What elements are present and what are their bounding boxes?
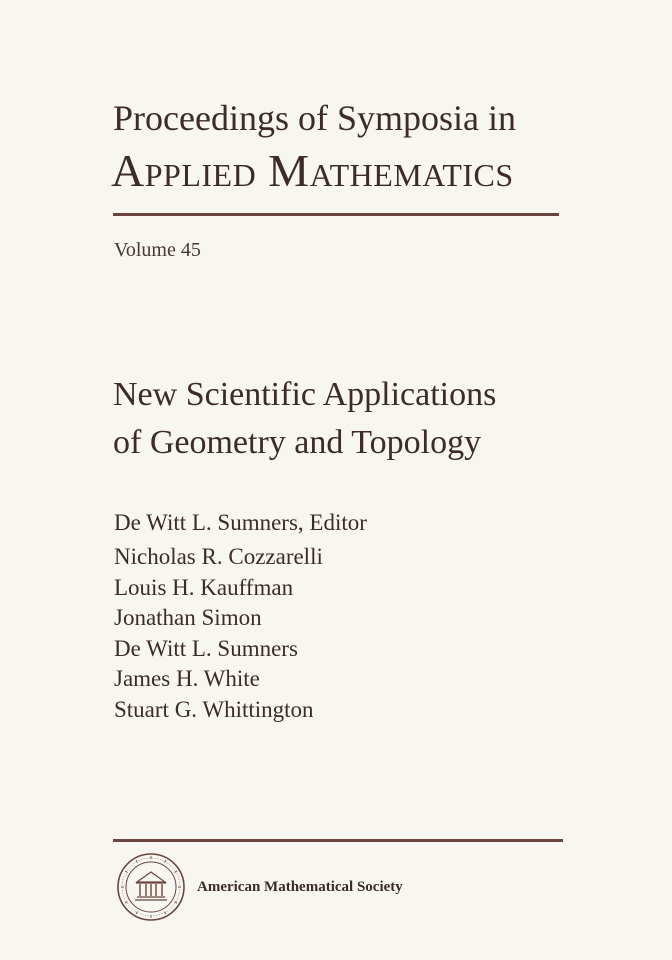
ams-seal-icon <box>116 852 186 922</box>
book-title-line2: of Geometry and Topology <box>113 424 482 461</box>
editor-credit: De Witt L. Sumners, Editor <box>114 510 367 535</box>
author-item: Jonathan Simon <box>114 605 262 630</box>
series-title-line1: Proceedings of Symposia in <box>113 98 516 138</box>
author-item: Stuart G. Whittington <box>114 696 314 722</box>
volume-number: Volume 45 <box>114 239 201 261</box>
author-item: Nicholas R. Cozzarelli <box>114 544 323 569</box>
publisher-name: American Mathematical Society <box>197 879 403 895</box>
author-item: De Witt L. Sumners <box>114 635 298 661</box>
book-title <box>113 371 496 467</box>
series-title-line2: Applied Mathematics <box>111 145 514 196</box>
book-title-line1: New Scientific Applications <box>113 376 497 413</box>
author-item: James H. White <box>114 666 260 691</box>
author-item: Louis H. Kauffman <box>114 574 294 600</box>
author-list <box>114 542 323 725</box>
top-divider <box>113 213 559 216</box>
bottom-divider <box>113 839 563 842</box>
